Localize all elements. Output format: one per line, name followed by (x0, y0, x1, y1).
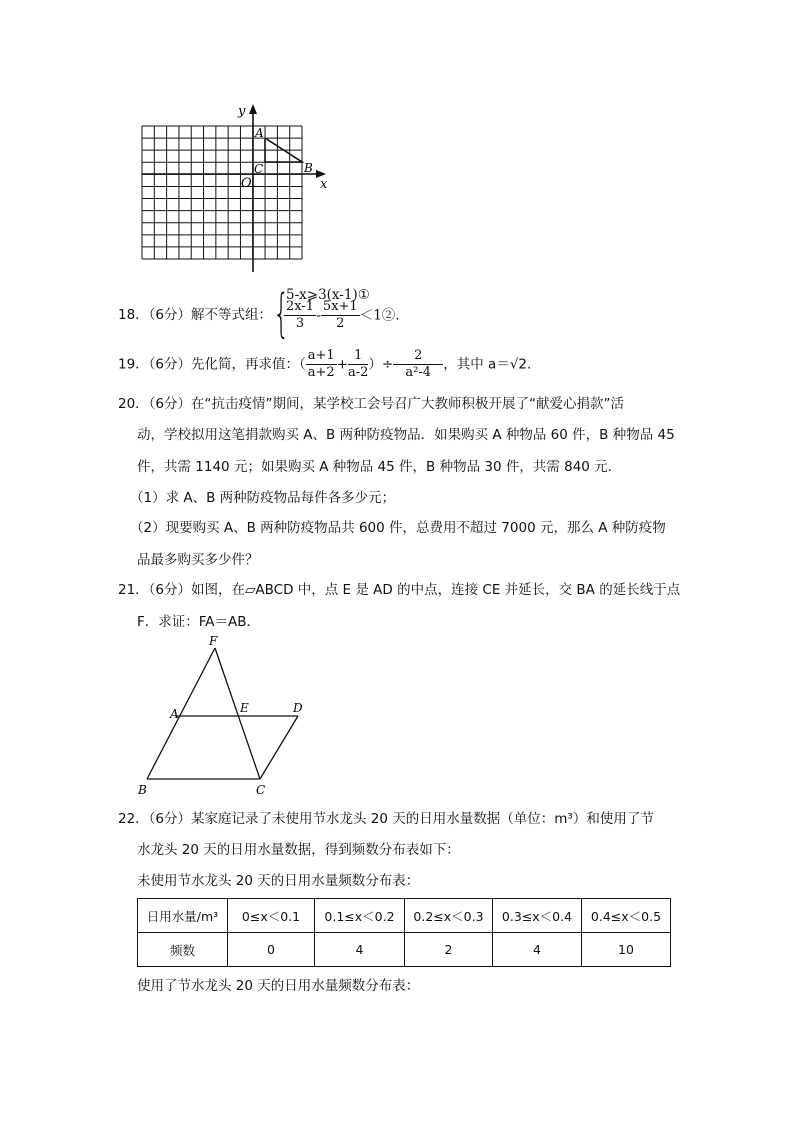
q20-line: 动，学校拟用这笔捐款购买 A、B 两种防疫物品．如果购买 A 种物品 60 件，B 种物品 45 (137, 427, 675, 443)
q21-line: F．求证：FA＝AB． (137, 614, 261, 630)
table1-caption: 未使用节水龙头 20 天的日用水量频数分布表： (137, 873, 420, 889)
segment-fb (147, 648, 215, 779)
q22-line: 22．（6分）某家庭记录了未使用节水龙头 20 天的日用水量数据（单位：m³）和使用了节 (118, 811, 654, 827)
label-a: A (255, 126, 264, 140)
parallelogram-figure (0, 634, 400, 804)
coordinate-grid-figure (0, 0, 794, 280)
q20-line: 品最多购买多少件？ (137, 552, 259, 568)
label-e: E (240, 701, 249, 715)
label-a: A (170, 707, 179, 721)
segment-fc (215, 648, 260, 779)
q20-line: （2）现要购买 A、B 两种防疫物品共 600 件，总费用不超过 7000 元，那么 A 种防疫物 (130, 520, 666, 536)
frequency-table-1 (137, 898, 671, 967)
label-x: x (320, 177, 328, 192)
label-y: y (238, 104, 246, 119)
table2-caption: 使用了节水龙头 20 天的日用水量频数分布表： (137, 978, 420, 994)
label-c: C (254, 162, 264, 176)
label-d: D (293, 701, 303, 715)
q22-line: 水龙头 20 天的日用水量数据，得到频数分布表如下： (137, 842, 460, 858)
q21-line: 21．（6分）如图，在▱ABCD 中，点 E 是 AD 的中点，连接 CE 并延长，交 BA 的延长线于点 (118, 582, 681, 598)
label-f: F (209, 634, 218, 648)
exam-page: y x O A B C 18．（6分）解不等式组： { 5-x⩾3(x-1)① $\frac{2x-1}{3}$ - $\frac{5x+1}{2}$ ＜1②. 19．（6分）先化简，再求值：（ $\frac{a+1}{a+2}$ + $\frac{1}{a-2}$ ）÷ $\frac{2}{\text{a²-4}}$ ，其中 a＝√2. 20．（6分）在“抗击疫情”期间，某学校工会号召广大教师积极开展了“献爱心捐款”活 动，学校拟用这笔捐款购买 A、B 两种防疫物品．如果购买 A 种物品 60 件，B 种物品 45 件，共需 1140 元；如果购买 A 种物品 45 件，B 种物品 30 件，共需 840 元． （1）求 A、B 两种防疫物品每件各多少元； （2）现要购买 A、B 两种防疫物品共 600 件，总费用不超过 7000 元，那么 A 种防疫物 品最多购买多少件？ 21．（6分）如图，在▱ABCD 中，点 E 是 AD 的中点，连接 CE 并延长，交 BA 的延长线于点 F．求证：FA＝AB． F A E D B C 22．（6分）某家庭记录了未使用节水龙头 20 天的日用水量数据（单位：m³）和使用了节 水龙头 20 天的日用水量数据，得到频数分布表如下： 未使用节水龙头 20 天的日用水量频数分布表： 日用水量/m³ 0≤x＜0.1 0.1≤x＜0.2 0.2≤x＜0.3 0.3≤x＜0.4 0.4≤x＜0.5 频数 0 4 2 4 10 使用了节水龙头 20 天的日用水量频数分布表： (0, 0, 794, 1123)
table-row: 频数 0 4 2 4 10 (138, 933, 671, 967)
question-19: 19．（6分）先化简，再求值：（ $\frac{a+1}{a+2}$ + $\frac{1}{a-2}$ ）÷ $\frac{2}{\text{a²-4}}$ ，其中 a＝√2. (118, 348, 532, 380)
brace: { (273, 284, 290, 344)
label-b: B (138, 783, 147, 797)
q20-line: 20．（6分）在“抗击疫情”期间，某学校工会号召广大教师积极开展了“献爱心捐款”活 (118, 396, 624, 412)
q20-line: 件，共需 1140 元；如果购买 A 种物品 45 件，B 种物品 30 件，共需 840 元． (137, 459, 622, 475)
label-b: B (304, 161, 313, 175)
label-o: O (241, 176, 252, 191)
label-c: C (256, 783, 266, 797)
y-axis-arrow (249, 104, 257, 114)
table-header-row: 日用水量/m³ 0≤x＜0.1 0.1≤x＜0.2 0.2≤x＜0.3 0.3≤x＜0.4 0.4≤x＜0.5 (138, 899, 671, 933)
segment-cd (260, 716, 298, 779)
q20-line: （1）求 A、B 两种防疫物品每件各多少元； (130, 490, 396, 506)
